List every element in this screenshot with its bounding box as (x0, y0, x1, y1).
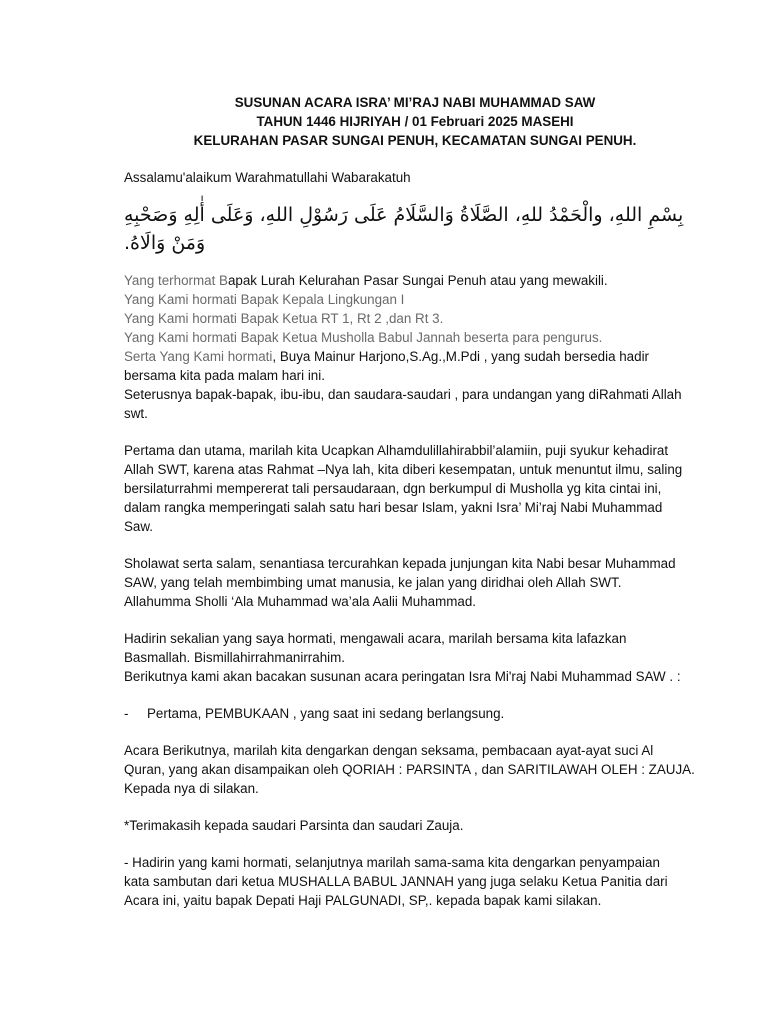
honor-line-5-dark: , Buya Mainur Harjono,S.Ag.,M.Pdi , yang sudah bersedia hadir (272, 349, 650, 364)
paragraph-line: Allah SWT, karena atas Rahmat –Nya lah, kita diberi kesempatan, untuk menuntut ilmu, saling (124, 462, 683, 477)
honor-line-4: Yang Kami hormati Bapak Ketua Musholla Babul Jannah beserta para pengurus. (124, 330, 603, 345)
honor-line-1-dark: apak Lurah Kelurahan Pasar Sungai Penuh atau yang mewakili. (227, 273, 608, 288)
document-title (104, 93, 726, 150)
paragraph-line: Acara ini, yaitu bapak Depati Haji PALGUNADI, SP,. kepada bapak kami silakan. (124, 893, 602, 908)
paragraph-line: Pertama dan utama, marilah kita Ucapkan Alhamdulillahirabbil’alamiin, puji syukur kehadirat (124, 443, 669, 458)
paragraph-line: dalam rangka memperingati salah satu hari besar Islam, yakni Isra’ Mi’raj Nabi Muhammad (124, 500, 663, 515)
paragraph-line: Hadirin sekalian yang saya hormati, mengawali acara, marilah bersama kita lafazkan (124, 631, 627, 646)
paragraph-line: Quran, yang akan disampaikan oleh QORIAH : PARSINTA , dan SARITILAWAH OLEH : ZAUJA. (124, 762, 695, 777)
paragraph-line: Basmallah. Bismillahirrahmanirrahim. (124, 650, 346, 665)
honor-line-1-grey: Yang terhormat B (124, 273, 228, 288)
paragraph-line: Kepada nya di silakan. (124, 781, 259, 796)
bullet-text: Pertama, PEMBUKAAN , yang saat ini sedang berlangsung. (147, 706, 505, 721)
honor-line-5 (124, 347, 706, 366)
greeting: Assalamu'alaikum Warahmatullahi Wabarakatuh (124, 170, 411, 185)
honor-line-2: Yang Kami hormati Bapak Kepala Lingkungan I (124, 292, 405, 307)
paragraph-line: Acara Berikutnya, marilah kita dengarkan dengan seksama, pembacaan ayat-ayat suci Al (124, 743, 654, 758)
paragraph-line: kata sambutan dari ketua MUSHALLA BABUL JANNAH yang juga selaku Ketua Panitia dari (124, 874, 668, 889)
paragraph-line: Sholawat serta salam, senantiasa tercurahkan kepada junjungan kita Nabi besar Muhammad (124, 556, 676, 571)
paragraph-line: SAW, yang telah membimbing umat manusia, ke jalan yang diridhai oleh Allah SWT. (124, 575, 622, 590)
paragraph-line: Saw. (124, 519, 154, 534)
title-line-1: SUSUNAN ACARA ISRA’ MI’RAJ NABI MUHAMMAD SAW (234, 95, 596, 110)
bullet-dash: - (124, 706, 129, 721)
paragraph-line: - Hadirin yang kami hormati, selanjutnya marilah sama-sama kita dengarkan penyampaian (124, 855, 660, 870)
paragraph-terimakasih: *Terimakasih kepada saudari Parsinta dan saudari Zauja. (124, 818, 464, 833)
honor-line-6: bersama kita pada malam hari ini. (124, 368, 325, 383)
title-line-2: TAHUN 1446 HIJRIYAH / 01 Februari 2025 MASEHI (256, 114, 574, 129)
honor-line-7: Seterusnya bapak-bapak, ibu-ibu, dan saudara-saudari , para undangan yang diRahmati Allah (124, 387, 682, 402)
paragraph-line: bersilaturrahmi mempererat tali persaudaraan, dgn berkumpul di Musholla yg kita cintai ini, (124, 481, 662, 496)
paragraph-line: Berikutnya kami akan bacakan susunan acara peringatan Isra Mi'raj Nabi Muhammad SAW . : (124, 669, 681, 684)
paragraph-pertama (124, 441, 706, 536)
paragraph-sambutan (124, 853, 706, 910)
honor-line-3: Yang Kami hormati Bapak Ketua RT 1, Rt 2 ,dan Rt 3. (124, 311, 444, 326)
paragraph-sholawat (124, 554, 706, 611)
paragraph-hadirin (124, 629, 706, 686)
honors-block (124, 271, 706, 423)
document-body (124, 93, 706, 910)
honor-line-5-grey: Serta Yang Kami hormati (124, 349, 273, 364)
paragraph-line: Allahumma Sholli ‘Ala Muhammad wa’ala Aalii Muhammad. (124, 594, 477, 609)
honor-line-1 (124, 271, 706, 290)
agenda-bullet-pembukaan (124, 704, 706, 723)
paragraph-acara (124, 741, 706, 798)
arabic-opening: بِسْمِ اللهِ، والْحَمْدُ للهِ، الصَّلَاةُ وَالسَّلَامُ عَلَى رَسُوْلِ اللهِ، وَعَلَى أٰلِهِ وَصَحْبِهِ وَمَنْ وَالَاهُ. (124, 204, 684, 254)
title-line-3: KELURAHAN PASAR SUNGAI PENUH, KECAMATAN SUNGAI PENUH. (193, 133, 637, 148)
honor-line-8: swt. (124, 406, 148, 421)
